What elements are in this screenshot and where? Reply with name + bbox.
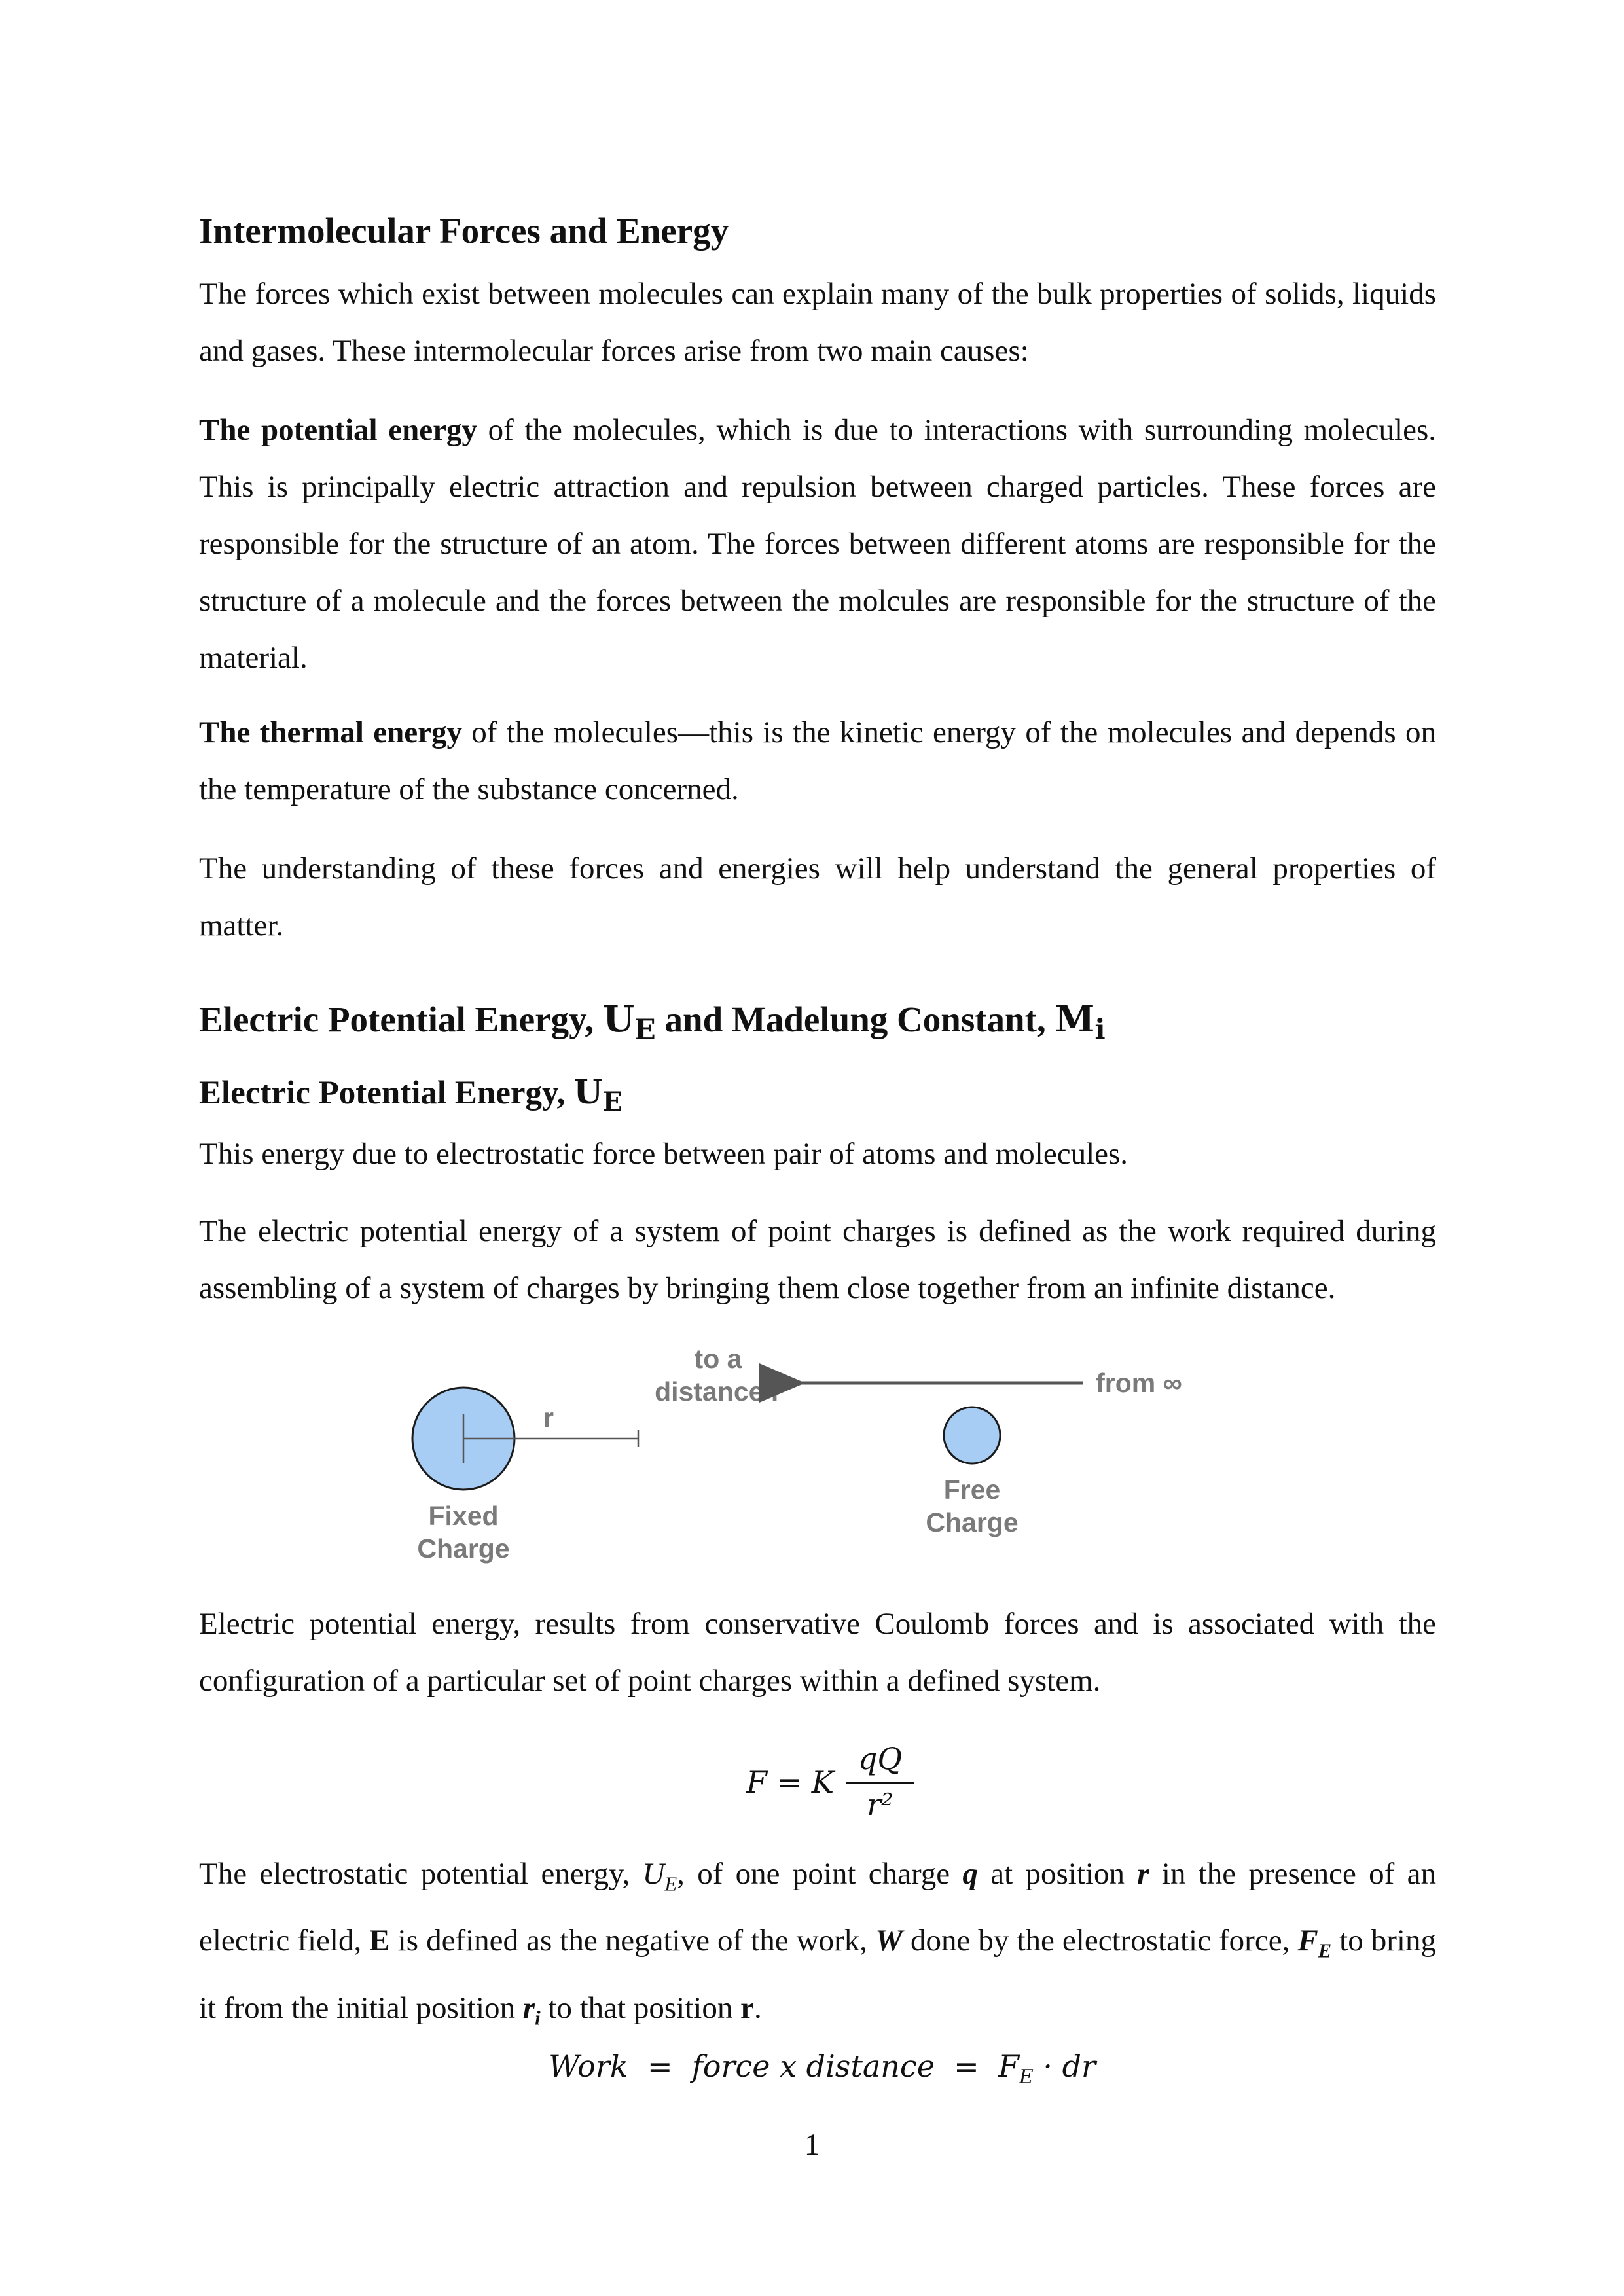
p4-text-h: to that position: [540, 1990, 741, 2025]
p4-W: W: [875, 1924, 903, 1958]
to-a-label: to a: [694, 1344, 742, 1374]
eq1-numerator: qQ: [857, 1741, 903, 1776]
p4-q: q: [962, 1857, 978, 1891]
section-title: Intermolecular Forces and Energy: [199, 211, 729, 251]
free-charge-circle: [944, 1407, 1000, 1463]
eq1-lhs: F = K: [746, 1765, 835, 1800]
subtitle-text: Electric Potential Energy,: [199, 1075, 574, 1111]
p4-r-end: r: [740, 1990, 754, 2025]
p4-text-f: done by the electrostatic force,: [902, 1924, 1298, 1958]
p4-text-b: , of one point charge: [677, 1857, 963, 1891]
coulomb-equation: [746, 1741, 943, 1833]
paragraph-coulomb: Electric potential energy, results from conservative Coulomb forces and is associated with the configuration of a particular set of point charges within a defined system.: [199, 1607, 1436, 1698]
fixed-charge-label: Charge: [417, 1534, 510, 1564]
p4-text-a: The electrostatic potential energy,: [199, 1857, 643, 1891]
from-infinity-label: from ∞: [1096, 1368, 1182, 1398]
p4-text-d: in the presence of an electric field,: [199, 1857, 1436, 1958]
eq1-denominator: r²: [867, 1787, 893, 1822]
title-part-a: Electric Potential Energy,: [199, 999, 604, 1039]
potential-energy-paragraph: [199, 402, 1436, 687]
free-label: Free: [943, 1475, 1001, 1505]
p4-ri: r: [522, 1990, 535, 2025]
title-ue: U: [603, 997, 635, 1040]
potential-energy-text: of the molecules, which is due to interactions with surrounding molecules. This is principally electric attraction and repulsion between charged particles. These forces are responsible for the structure of an atom. The forces between different atoms are responsible for the structure of a molecule and the forces between the molcules are responsible for the structure of the material.: [199, 413, 1436, 675]
thermal-energy-text: of the molecules—this is the kinetic energy of the molecules and depends on the temperature of the substance concerned.: [199, 715, 1437, 806]
thermal-energy-term: The thermal energy: [199, 715, 462, 749]
eq2-tail: · dr: [1033, 2049, 1096, 2084]
eq1-fraction-bar: [846, 1782, 914, 1784]
p4-F: F: [1297, 1924, 1318, 1958]
p4-E: E: [369, 1924, 390, 1958]
intro-paragraph: The forces which exist between molecules can explain many of the bulk properties of solids, liquids and gases. These intermolecular forces arise from two main causes:: [199, 277, 1436, 368]
thermal-energy-paragraph: [199, 704, 1436, 818]
distance-r-label: distance r: [655, 1376, 782, 1407]
potential-energy-term: The potential energy: [199, 413, 477, 447]
subsection-title: [199, 1071, 623, 1124]
p4-r: r: [1137, 1857, 1149, 1891]
subtitle-ue: U: [573, 1073, 603, 1112]
eq2-main: Work = force x distance = F: [549, 2049, 1019, 2084]
title-m: M: [1055, 997, 1095, 1040]
paragraph-definition: This energy due to electrostatic force between pair of atoms and molecules.: [199, 1137, 1128, 1171]
subtitle-ue-sub: E: [602, 1087, 623, 1118]
p4-text-c: at position: [977, 1857, 1138, 1891]
p4-F-sub: E: [1318, 1939, 1332, 1962]
p4-ue-sub: E: [664, 1873, 677, 1895]
title-ue-sub: E: [634, 1014, 656, 1047]
page-number: 1: [804, 2128, 820, 2162]
title-part-b: and Madelung Constant,: [655, 999, 1055, 1039]
p4-ue: U: [642, 1857, 665, 1891]
paragraph-electrostatic-energy: [199, 1846, 1436, 2047]
p4-text-g: to bring it from the initial position: [199, 1924, 1436, 2025]
title-m-sub: i: [1094, 1014, 1106, 1047]
section-title-electric: [199, 996, 1106, 1053]
work-equation: [549, 2049, 1096, 2089]
fixed-label: Fixed: [428, 1501, 499, 1531]
closing-paragraph: The understanding of these forces and energies will help understand the general properties of matter.: [199, 852, 1436, 942]
r-label: r: [543, 1403, 554, 1433]
eq2-sub: E: [1019, 2066, 1034, 2089]
p4-text-e: is defined as the negative of the work,: [389, 1924, 876, 1958]
paragraph-work-definition: The electric potential energy of a system of point charges is defined as the work required during assembling of a system of charges by bringing them close together from an infinite distance.: [199, 1214, 1436, 1305]
p4-ri-sub: i: [535, 2007, 541, 2030]
charge-diagram: [367, 1329, 1296, 1577]
free-charge-label: Charge: [926, 1507, 1019, 1537]
p4-text-i: .: [753, 1990, 762, 2025]
